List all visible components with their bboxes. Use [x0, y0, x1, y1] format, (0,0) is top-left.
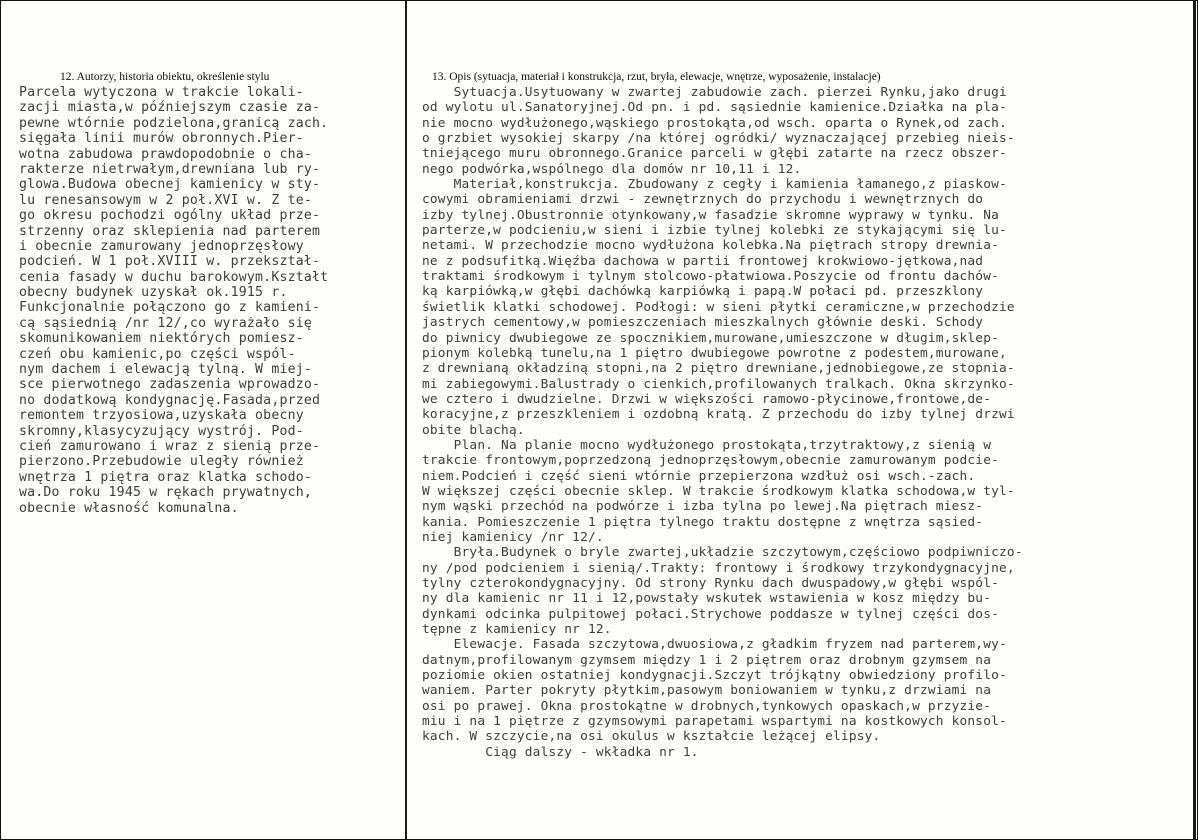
description-text-line: jastrych cementowy,w pomieszczeniach mieszkalnych głównie deski. Schody: [422, 315, 984, 331]
sheet-right-edge: [1193, 0, 1196, 840]
description-text-line: pionym kolebką tunelu,na 1 piętro dwubiegowe powrotne z podestem,murowane,: [422, 345, 1007, 361]
description-text-column: [422, 85, 1192, 760]
description-text-line: poziomie okien ostatniej kondygnacji.Szczyt trójkątny obwiedziony profilo-: [422, 668, 1007, 684]
description-text-line: Bryła.Budynek o bryle zwartej,układzie szczytowym,częściowo podpiwniczo-: [422, 545, 1023, 561]
history-text-line: remontem trzyosiowa,uzyskała obecny: [19, 408, 304, 424]
history-text-line: glowa.Budowa obecnej kamienicy w sty-: [19, 177, 321, 193]
history-text-line: wnętrza 1 piętra oraz klatka schodo-: [19, 469, 313, 485]
history-text-line: skomunikowaniem niektórych pomiesz-: [19, 331, 304, 347]
description-text-line: W większej części obecnie sklep. W trakcie środkowym klatka schodowa,w tyl-: [422, 483, 1015, 499]
description-text-line: obite blachą.: [422, 422, 525, 438]
description-text-line: kania. Pomieszczenie 1 piętra tylnego traktu dostępne z wnętrza sąsied-: [422, 514, 984, 530]
description-text-line: Plan. Na planie mocno wydłużonego prostokąta,trzytraktowy,z sienią w: [422, 437, 992, 453]
description-text-line: mi zabiegowymi.Balustrady o cienkich,profilowanych tralkach. Okna skrzynko-: [422, 376, 1015, 392]
description-text-line: Sytuacja.Usytuowany w zwartej zabudowie zach. pierzei Rynku,jako drugi: [422, 85, 1007, 100]
history-text-line: obecny budynek uzyskał ok.1915 r.: [19, 285, 288, 301]
history-text-line: skromny,klasycyzujący wystrój. Pod-: [19, 423, 304, 439]
history-text-line: pewne wtórnie podzielona,granicą zach.: [19, 115, 329, 131]
description-text-line: netami. W przechodzie mocno wydłużona kolebka.Na piętrach stropy drewnia-: [422, 238, 1000, 254]
history-text-line: cą sąsiednią /nr 12/,co wyrażało się: [19, 315, 313, 331]
history-text-line: no dodatkową kondygnację.Fasada,przed: [19, 392, 321, 408]
description-text-line: nym wąski przechód na podwórze i izba tylna po lewej.Na piętrach miesz-: [422, 499, 984, 515]
history-text-line: sce pierwotnego zadaszenia wprowadzo-: [19, 377, 321, 393]
history-text-line: wa.Do roku 1945 w rękach prywatnych,: [19, 485, 313, 501]
history-text-line: obecnie własność komunalna.: [19, 500, 239, 516]
description-text-line: świetlik klatki schodowej. Podłogi: w sieni płytki ceramiczne,w przechodzie: [422, 299, 1015, 315]
history-text-line: strzenny oraz sklepienia nad parterem: [19, 223, 321, 239]
description-text-line: parterze,w podcieniu,w sieni i izbie tylnej kolebki ze stykającymi się lu-: [422, 223, 1007, 239]
description-text-line: ny /pod podcieniem i sienią/.Trakty: frontowy i środkowy trzykondygnacyjne,: [422, 560, 1015, 576]
description-text-line: kach. W szczycie,na osi okulus w kształcie leżącej elipsy.: [422, 729, 881, 745]
description-text-line: Ciąg dalszy - wkładka nr 1.: [422, 744, 699, 760]
description-text-line: ne z podsufitką.Więźba dachowa w partii frontowej krokwiowo-jętkowa,nad: [422, 253, 984, 269]
description-text-line: traktami środkowym i tylnym stolcowo-płatwiowa.Poszycie od frontu dachów-: [422, 269, 1000, 285]
history-text-line: sięgała linii murów obronnych.Pier-: [19, 131, 304, 147]
history-text-line: cień zamurowano i wraz z sienią prze-: [19, 438, 321, 454]
description-text-line: nego podwórka,wspólnego dla domów nr 10,11 i 12.: [422, 161, 802, 177]
history-text-line: Funkcjonalnie połączono go z kamieni-: [19, 300, 321, 316]
description-text-line: z drewnianą okładziną stopni,na 2 piętro drewniane,jednobiegowe,ze stopnia-: [422, 361, 1015, 377]
history-text-line: i obecnie zamurowany jednoprzęsłowy: [19, 238, 304, 254]
history-text-line: wotna zabudowa prawdopodobnie o cha-: [19, 146, 313, 162]
description-text-line: cowymi obramieniami drzwi - zewnętrznych do przychodu i wewnętrznych do: [422, 192, 984, 208]
description-text-line: izby tylnej.Obustronnie otynkowany,w fasadzie skromne wyprawy w tynku. Na: [422, 207, 1000, 223]
description-text-line: koracyjne,z przeszkleniem i ozdobną kratą. Z przechodu do izby tylnej drzwi: [422, 407, 1015, 423]
history-text-line: go okresu pochodzi ogólny układ prze-: [19, 208, 321, 224]
history-text-line: nym dachem i elewacją tylną. W miej-: [19, 362, 313, 378]
history-section-heading: 12. Autorzy, historia obiektu, określenie stylu: [60, 71, 270, 83]
description-text-line: niej kamienicy /nr 12/.: [422, 529, 604, 545]
history-text-line: rakterze nietrwałym,drewniana lub ry-: [19, 161, 321, 177]
description-text-line: we cztero i dwudzielne. Drzwi w większości ramowo-płycinowe,frontowe,de-: [422, 391, 992, 407]
description-text-line: ny dla kamienic nr 11 i 12,powstały wskutek wstawienia w kosz między bu-: [422, 591, 992, 607]
description-text-line: trakcie frontowym,poprzedzoną jednoprzęsłowym,obecnie zamurowanym podcie-: [422, 453, 1000, 469]
description-text-line: Materiał,konstrukcja. Zbudowany z cegły i kamienia łamanego,z piaskow-: [422, 177, 1007, 193]
description-text-line: nie mocno wydłużonego,wąskiego prostokąta,od wsch. oparta o Rynek,od zach.: [422, 115, 1007, 131]
description-text-line: miu i na 1 piętrze z gzymsowymi parapetami wspartymi na kostkowych konsol-: [422, 714, 1007, 730]
description-text-line: o grzbiet wysokiej skarpy /na której ogródki/ wyznaczającej przebieg nieis-: [422, 131, 1015, 147]
description-text-line: tylny czterokondygnacyjny. Od strony Rynku dach dwuspadowy,w głębi wspól-: [422, 576, 1000, 591]
description-text-line: osi po prawej. Okna prostokątne w drobnych,tynkowych opaskach,w przyzie-: [422, 698, 992, 714]
description-text-line: do piwnicy dwubiegowe ze spocznikiem,murowane,umieszczone w długim,sklep-: [422, 330, 1000, 346]
history-text-line: lu renesansowym w 2 poł.XVI w. Z te-: [19, 192, 313, 208]
description-text-line: datnym,profilowanym gzymsem między 1 i 2 piętrem oraz drobnym gzymsem na: [422, 652, 992, 668]
description-text-line: tępne z kamienicy nr 12.: [422, 622, 612, 638]
history-text-line: pierzono.Przebudowie uległy również: [19, 454, 304, 470]
column-divider: [405, 0, 407, 840]
history-text-line: czeń obu kamienic,po części wspól-: [19, 346, 296, 362]
history-text-line: Parcela wytyczona w trakcie lokali-: [19, 85, 304, 100]
description-section-heading: 13. Opis (sytuacja, materiał i konstrukcja, rzut, bryła, elewacje, wnętrze, wyposażenie, instalacje): [432, 71, 881, 83]
description-text-line: dynkami odcinka pulpitowej połaci.Strychowe poddasze w tylnej części dos-: [422, 606, 1000, 622]
description-text-line: Elewacje. Fasada szczytowa,dwuosiowa,z gładkim fryzem nad parterem,wy-: [422, 637, 1007, 653]
description-text-line: tniejącego muru obronnego.Granice parceli w głębi zatarte na rzecz obszer-: [422, 146, 1007, 162]
description-text-line: ką karpiówką,w głębi dachówką karpiówką i papą.W połaci pd. przeszklony: [422, 284, 984, 300]
history-text-line: zacji miasta,w późniejszym czasie za-: [19, 100, 321, 116]
history-text-column: [19, 85, 403, 516]
description-text-line: niem.Podcień i część sieni wtórnie przepierzona wzdłuż osi wsch.-zach.: [422, 468, 976, 484]
description-text-line: waniem. Parter pokryty płytkim,pasowym boniowaniem w tynku,z drzwiami na: [422, 683, 992, 699]
history-text-line: podcień. W 1 poł.XVIII w. przekształ-: [19, 254, 321, 270]
description-text-line: od wylotu ul.Sanatoryjnej.Od pn. i pd. sąsiednie kamienice.Działka na pla-: [422, 100, 1007, 116]
history-text-line: cenia fasady w duchu barokowym.Kształt: [19, 269, 329, 285]
